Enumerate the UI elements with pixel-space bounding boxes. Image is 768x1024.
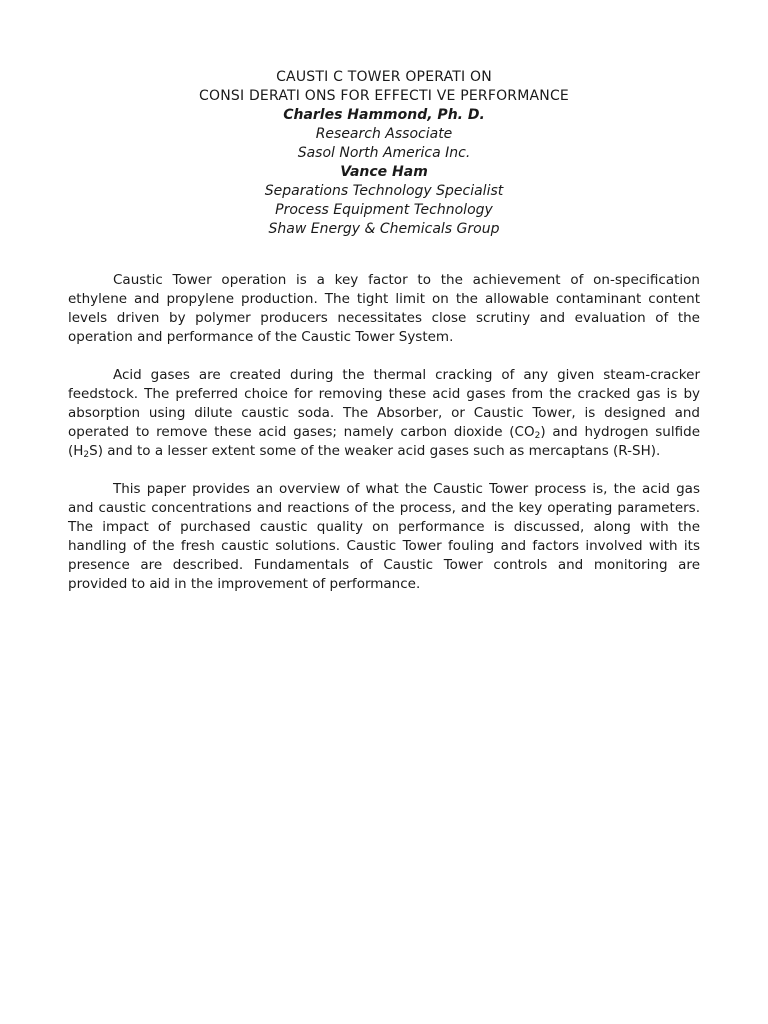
paper-header xyxy=(68,68,700,239)
paragraph-2-part-b: ) and hydrogen sulfide (H xyxy=(68,424,700,459)
co2-subscript: 2 xyxy=(534,431,541,441)
paragraph-3: This paper provides an overview of what the Caustic Tower process is, the acid gas and caustic concentrations and reactions of the process, and the key operating parameters. The impact of purchased caustic quality on performance is discussed, along with the handling of the fresh caustic solutions. Caustic Tower fouling and factors involved with its presence are described. Fundamentals of Caustic Tower controls and monitoring are provided to aid in the improvement of performance. xyxy=(68,481,700,592)
author-1-name: Charles Hammond, Ph. D. xyxy=(283,107,485,123)
author-2-department: Process Equipment Technology xyxy=(275,202,493,218)
h2s-subscript: 2 xyxy=(83,450,90,460)
paper-body xyxy=(68,271,700,594)
author-1-role: Research Associate xyxy=(315,126,453,142)
paper-title-line-2: CONSI DERATI ONS FOR EFFECTI VE PERFORMANCE xyxy=(199,88,569,104)
author-1-organization: Sasol North America Inc. xyxy=(297,145,471,161)
author-2-role: Separations Technology Specialist xyxy=(264,183,504,199)
paper-title-line-1: CAUSTI C TOWER OPERATI ON xyxy=(276,69,492,85)
author-2-organization: Shaw Energy & Chemicals Group xyxy=(268,221,500,237)
author-2-name: Vance Ham xyxy=(340,164,428,180)
paragraph-2 xyxy=(68,366,700,461)
paragraph-2-part-a: Acid gases are created during the thermal cracking of any given steam-cracker feedstock. The preferred choice for removing these acid gases from the cracked gas is by absorption using dilute caustic soda. The Absorber, or Caustic Tower, is designed and operated to remove these acid gases; namely carbon dioxide (CO xyxy=(68,367,700,440)
paragraph-2-part-c: S) and to a lesser extent some of the weaker acid gases such as mercaptans (R-SH). xyxy=(89,443,661,459)
paragraph-1: Caustic Tower operation is a key factor to the achievement of on-specification ethylene and propylene production. The tight limit on the allowable contaminant content levels driven by polymer producers necessitates close scrutiny and evaluation of the operation and performance of the Caustic Tower System. xyxy=(68,272,700,345)
